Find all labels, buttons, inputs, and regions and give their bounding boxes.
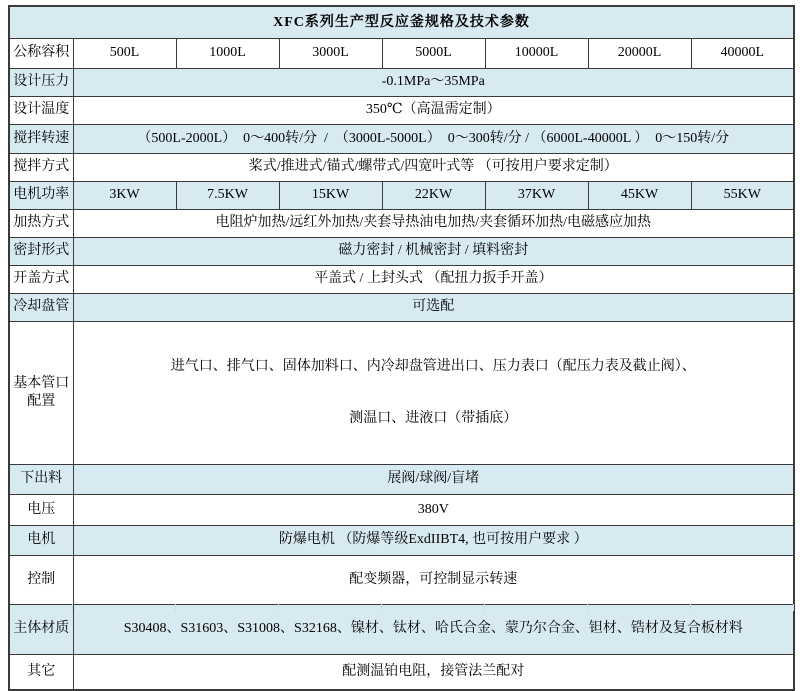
gridline-tick [278, 604, 279, 611]
ports-line1: 进气口、排气口、固体加料口、内冷却盘管进出口、压力表口（配压力表及截止阀）、 [170, 358, 696, 374]
stir-speed-value: （500L-2000L） 0～400转/分 / （3000L-5000L） 0～300转/分 / （6000L-40000L ） 0～150转/分 [73, 124, 794, 153]
row-heating [9, 209, 794, 237]
row-stir-speed [9, 124, 794, 153]
page-title: XFC系列生产型反应釜规格及技术参数 [9, 6, 794, 38]
motor-label: 电机 [9, 525, 73, 555]
gridline-tick [587, 604, 588, 611]
heating-label: 加热方式 [9, 209, 73, 237]
motor-power-label: 电机功率 [9, 181, 73, 209]
cooling-coil-label: 冷却盘管 [9, 293, 73, 321]
stir-speed-label: 搅拌转速 [9, 124, 73, 153]
capacity-cell: 20000L [588, 38, 691, 68]
ports-line2: 测温口、进液口（带插底） [349, 411, 518, 426]
row-material [9, 604, 794, 654]
motor-power-cell: 37KW [485, 181, 588, 209]
discharge-value: 展阀/球阀/盲堵 [73, 464, 794, 494]
row-control [9, 555, 794, 604]
gridline-tick [72, 604, 73, 611]
ports-value [73, 321, 794, 464]
gridline-tick [175, 604, 176, 611]
row-stir-type [9, 153, 794, 181]
design-temp-value: 350℃（高温需定制） [73, 96, 794, 124]
row-ports [9, 321, 794, 464]
gridline-tick [381, 604, 382, 611]
motor-power-cell: 55KW [691, 181, 794, 209]
row-discharge [9, 464, 794, 494]
capacity-cell: 40000L [691, 38, 794, 68]
heating-value: 电阻炉加热/远红外加热/夹套导热油电加热/夹套循环加热/电磁感应加热 [73, 209, 794, 237]
row-seal [9, 237, 794, 265]
motor-power-cell: 22KW [382, 181, 485, 209]
cover-value: 平盖式 / 上封头式 （配扭力扳手开盖） [73, 265, 794, 293]
voltage-label: 电压 [9, 494, 73, 525]
gridline-tick [793, 604, 794, 611]
row-other [9, 654, 794, 690]
design-pressure-value: -0.1MPa～35MPa [73, 68, 794, 96]
control-label: 控制 [9, 555, 73, 604]
row-design-temp [9, 96, 794, 124]
capacity-cell: 5000L [382, 38, 485, 68]
capacity-cell: 1000L [176, 38, 279, 68]
seal-value: 磁力密封 / 机械密封 / 填料密封 [73, 237, 794, 265]
stir-type-value: 桨式/推进式/锚式/螺带式/四宽叶式等 （可按用户要求定制） [73, 153, 794, 181]
other-label: 其它 [9, 654, 73, 690]
row-motor [9, 525, 794, 555]
row-capacity [9, 38, 794, 68]
other-value: 配测温铂电阻，接管法兰配对 [73, 654, 794, 690]
design-temp-label: 设计温度 [9, 96, 73, 124]
control-value: 配变频器，可控制显示转速 [73, 555, 794, 604]
material-label: 主体材质 [9, 604, 73, 654]
capacity-cell: 500L [73, 38, 176, 68]
capacity-cell: 3000L [279, 38, 382, 68]
row-motor-power [9, 181, 794, 209]
spec-table [8, 5, 795, 691]
gridline-tick [690, 604, 691, 611]
cover-label: 开盖方式 [9, 265, 73, 293]
cooling-coil-value: 可选配 [73, 293, 794, 321]
ports-label: 基本管口配置 [9, 321, 73, 464]
motor-value: 防爆电机 （防爆等级ExdIIBT4, 也可按用户要求 ） [73, 525, 794, 555]
title-row [9, 6, 794, 38]
motor-power-cell: 7.5KW [176, 181, 279, 209]
discharge-label: 下出料 [9, 464, 73, 494]
material-value: S30408、S31603、S31008、S32168、镍材、钛材、哈氏合金、蒙乃尔合金、钽材、锆材及复合板材料 [73, 604, 794, 654]
motor-power-cell: 45KW [588, 181, 691, 209]
motor-power-cell: 3KW [73, 181, 176, 209]
spreadsheet-gridline-strip [0, 604, 800, 611]
row-voltage [9, 494, 794, 525]
design-pressure-label: 设计压力 [9, 68, 73, 96]
voltage-value: 380V [73, 494, 794, 525]
gridline-tick [484, 604, 485, 611]
capacity-label: 公称容积 [9, 38, 73, 68]
row-cooling-coil [9, 293, 794, 321]
row-cover [9, 265, 794, 293]
seal-label: 密封形式 [9, 237, 73, 265]
stir-type-label: 搅拌方式 [9, 153, 73, 181]
motor-power-cell: 15KW [279, 181, 382, 209]
row-design-pressure [9, 68, 794, 96]
capacity-cell: 10000L [485, 38, 588, 68]
